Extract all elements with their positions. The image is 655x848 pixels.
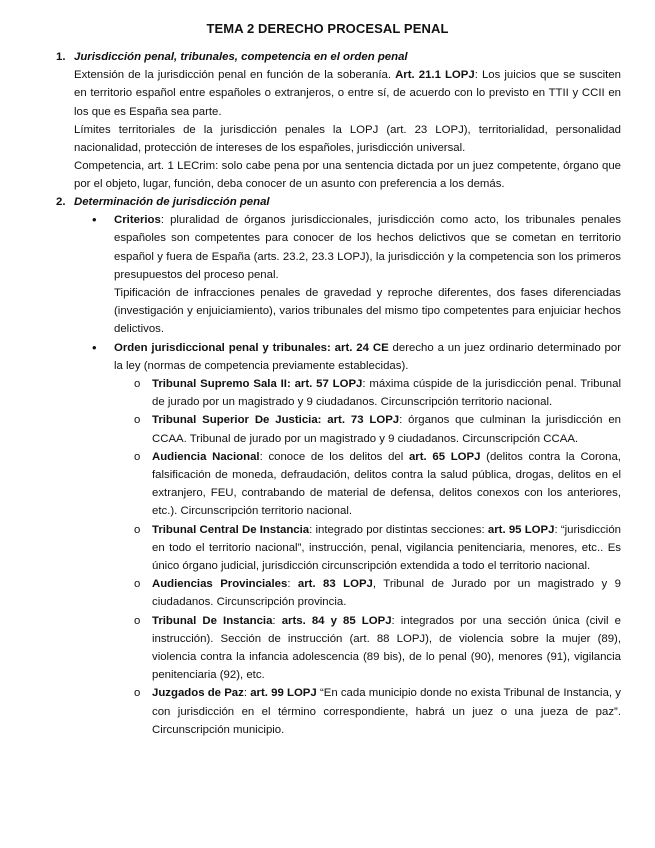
court-text: : órganos que culminan la jurisdicción en CCAA. Tribunal de jurado por un magistrado y 9 ciudadanos. Circunscripción CCAA. bbox=[152, 414, 621, 445]
court-text: “En cada municipio donde no exista Tribunal de Instancia, y con jurisdicción en el término correspondiente, habrá un juez o una jueza de paz”. Circunscripción municipio. bbox=[152, 687, 621, 736]
section-2-bullets bbox=[56, 211, 621, 284]
section-1-heading: Jurisdicción penal, tribunales, competencia en el orden penal bbox=[74, 51, 408, 63]
court-tribunal-instancia bbox=[56, 612, 621, 685]
court-tribunal-supremo bbox=[56, 375, 621, 411]
sub-bullet-icon: o bbox=[134, 614, 141, 627]
court-text: : integrados por una sección única (civil e instrucción). Sección de instrucción (art. 88 LOPJ), de violencia sobre la mujer (89), violencia contra la infancia adolescencia (89 bis), de lo penal (90), menores (91), vigilancia penitenciaria (92), etc. bbox=[152, 614, 621, 682]
court-text: : bbox=[287, 578, 298, 591]
sub-bullet-icon: o bbox=[134, 687, 141, 700]
section-2-heading: Determinación de jurisdicción penal bbox=[74, 196, 270, 208]
section-1-paragraph-3: Competencia, art. 1 LECrim: solo cabe pena por una sentencia dictada por un juez competente, órgano que por el objeto, lugar, función, deba conocer de un asunto con preferencia a los demás. bbox=[74, 160, 621, 191]
bullet-dot-icon: • bbox=[92, 212, 97, 228]
court-text: : máxima cúspide de la jurisdicción penal. Tribunal de jurado por un magistrado y 9 ciudadanos. Circunscripción territorio nacional. bbox=[152, 378, 622, 409]
sub-bullet-icon: o bbox=[134, 378, 141, 391]
section-2 bbox=[56, 193, 621, 739]
bullet-criterios bbox=[56, 211, 621, 284]
section-2-bullets-b bbox=[56, 339, 621, 375]
sub-bullet-icon: o bbox=[134, 523, 141, 536]
section-2-number: 2. bbox=[56, 196, 66, 208]
courts-list bbox=[56, 375, 621, 739]
section-1 bbox=[56, 48, 621, 194]
court-audiencia-nacional bbox=[56, 448, 621, 521]
bullet-2-label: Orden jurisdiccional penal y tribunales: art. 24 CE bbox=[114, 341, 389, 354]
court-text: : bbox=[272, 614, 282, 627]
court-name: Tribunal Central De Instancia bbox=[152, 523, 310, 536]
court-text: (delitos contra la Corona, falsificación de moneda, defraudación, delitos contra la salud pública, drogas, delitos en el extranjero, FEU, contrabando de material de defensa, delitos conexos con los anteriores, etc.). Circunscripción territorio nacional. bbox=[152, 450, 621, 518]
court-text: : “jurisdicción en todo el territorio nacional”, instrucción, penal, vigilancia penitenciaria, menores, etc.. Es único órgano judicial, jurisdicción circunscripción extendida a todo el territorio nacional. bbox=[152, 523, 621, 573]
court-text: , Tribunal de Jurado por un magistrado y 9 ciudadanos. Circunscripción provincia. bbox=[152, 578, 621, 609]
bullet-1-text: : pluralidad de órganos jurisdiccionales, jurisdicción como acto, los tribunales penales españoles son competentes para conocer de los hechos delictivos que se cometan en territorio español y fuera de España (arts. 23.2, 23.3 LOPJ), la jurisdicción y la competencia son los primeros presupuestos del proceso penal. bbox=[114, 214, 621, 281]
court-ref: art. 99 LOPJ bbox=[250, 687, 317, 700]
court-text: : integrado por distintas secciones: bbox=[309, 523, 488, 536]
p1-text-c: : Los juicios que se susciten en territorio español entre españoles o extranjeros, o entre sí, de acuerdo con lo previsto en TTII y CCII en los que es España sea parte. bbox=[74, 69, 622, 118]
bullet-1-extra: Tipificación de infracciones penales de gravedad y reproche diferentes, dos fases diferenciadas (investigación y enjuiciamiento), varios tribunales del mismo tipo competentes para enjuiciar hechos delictivos. bbox=[114, 287, 621, 336]
court-juzgados-paz bbox=[56, 684, 621, 739]
section-1-paragraph-2: Límites territoriales de la jurisdicción penales la LOPJ (art. 23 LOPJ), territorialidad, personalidad nacionalidad, protección de intereses de los españoles, jurisdicción universal. bbox=[74, 123, 621, 155]
court-name: Audiencias Provinciales bbox=[152, 578, 288, 591]
section-1-paragraph-1 bbox=[56, 66, 621, 121]
court-text: : bbox=[243, 687, 251, 700]
court-tsj bbox=[56, 411, 621, 447]
court-tribunal-central bbox=[56, 521, 621, 576]
court-text: : conoce de los delitos del bbox=[259, 450, 409, 463]
sub-bullet-icon: o bbox=[134, 414, 141, 427]
court-ref: art. 65 LOPJ bbox=[408, 450, 481, 463]
sub-bullet-icon: o bbox=[134, 450, 141, 463]
court-ref: art. 83 LOPJ bbox=[297, 578, 373, 591]
court-audiencias-provinciales bbox=[56, 575, 621, 611]
page-title: TEMA 2 DERECHO PROCESAL PENAL bbox=[206, 21, 449, 36]
court-name: Tribunal Supremo Sala II: art. 57 LOPJ bbox=[152, 378, 363, 391]
bullet-1-label: Criterios bbox=[114, 214, 161, 227]
bullet-orden-jurisdiccional bbox=[56, 339, 621, 375]
court-name: Juzgados de Paz bbox=[152, 687, 244, 700]
court-name: Tribunal De Instancia bbox=[152, 614, 273, 627]
sub-bullet-icon: o bbox=[134, 578, 141, 591]
court-name: Audiencia Nacional bbox=[152, 450, 260, 463]
court-ref: art. 95 LOPJ bbox=[487, 523, 555, 536]
court-ref: arts. 84 y 85 LOPJ bbox=[281, 614, 392, 627]
section-1-number: 1. bbox=[56, 51, 66, 63]
bullet-2-text: derecho a un juez ordinario determinado por la ley (normas de competencia previamente establecidas). bbox=[114, 341, 622, 372]
p1-ref: Art. 21.1 LOPJ bbox=[395, 69, 475, 82]
court-name: Tribunal Superior De Justicia: art. 73 LOPJ bbox=[152, 414, 400, 427]
bullet-dot-icon: • bbox=[92, 339, 97, 355]
p1-text-a: Extensión de la jurisdicción penal en función de la soberanía. bbox=[74, 69, 396, 82]
